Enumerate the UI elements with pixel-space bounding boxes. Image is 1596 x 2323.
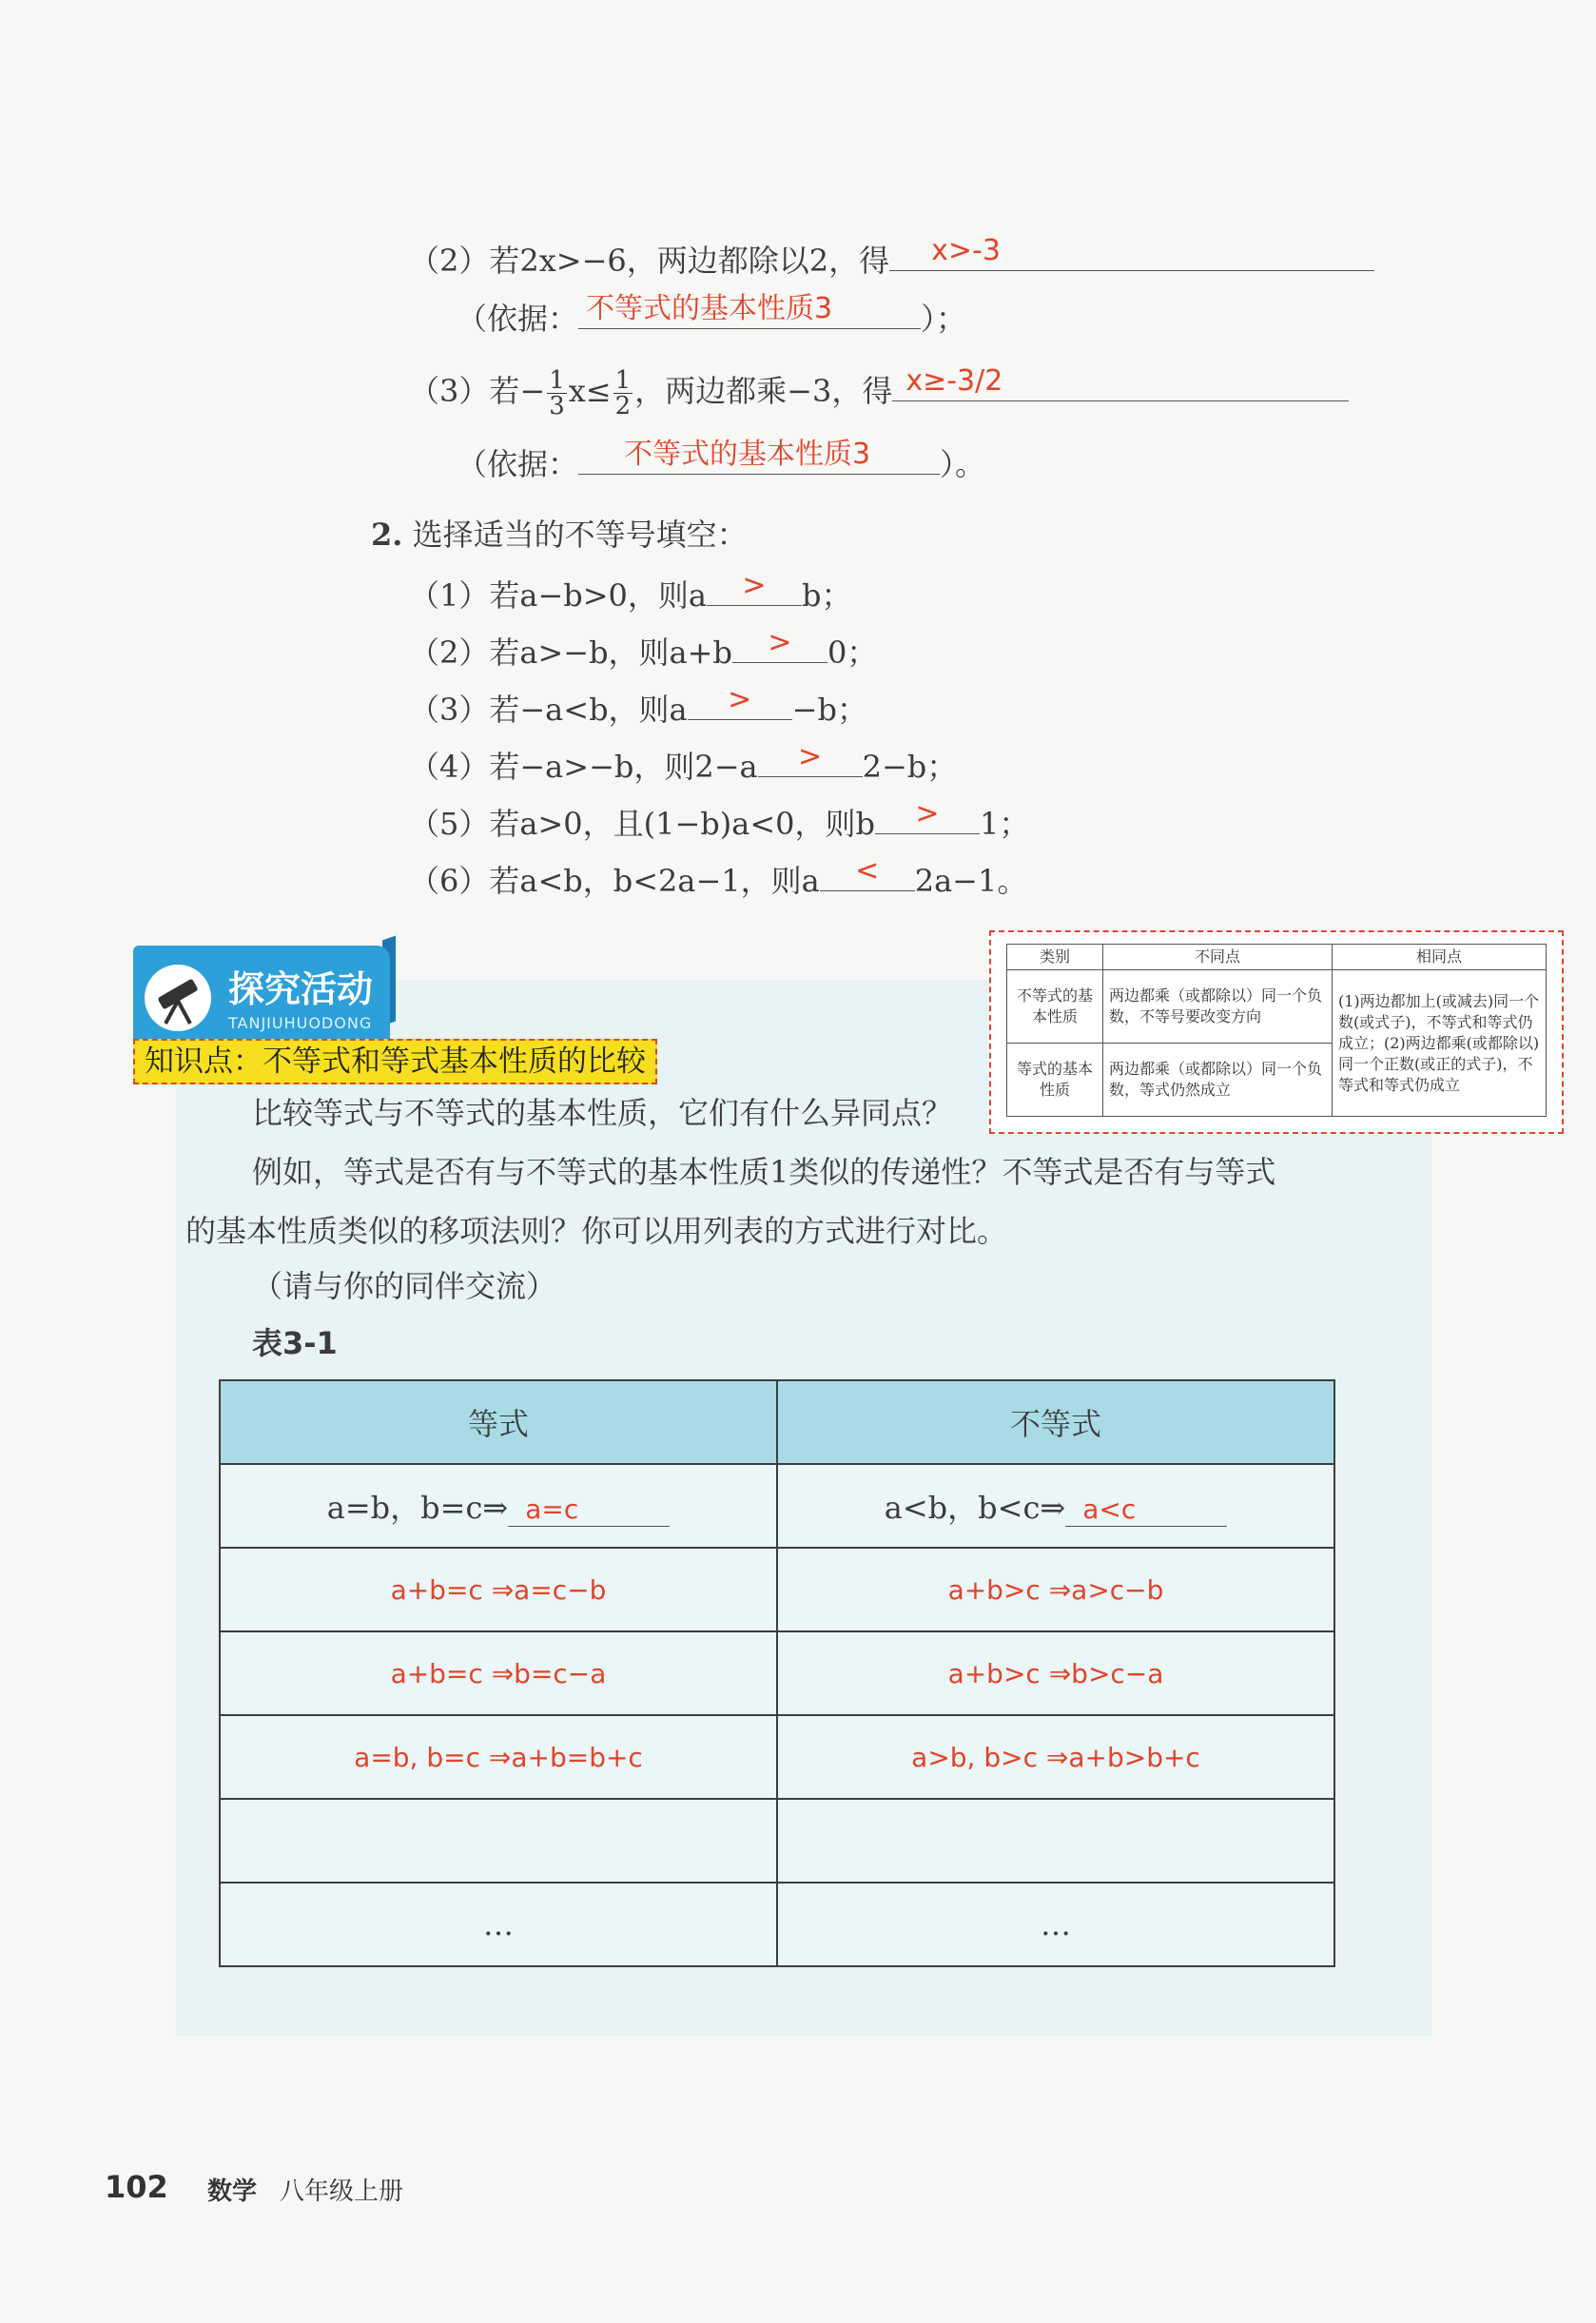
table-cell[interactable]: a=b, b=c ⇒a+b=b+c: [220, 1715, 777, 1799]
knowledge-point-label: 知识点：不等式和等式基本性质的比较: [133, 1039, 657, 1084]
note-category: 等式的基本性质: [1007, 1044, 1103, 1117]
answer-blank[interactable]: 不等式的基本性质3: [578, 294, 921, 329]
page-number: 102: [105, 2169, 168, 2205]
table-header-equation: 等式: [220, 1380, 777, 1464]
note-header: 类别: [1007, 945, 1103, 970]
answer-blank[interactable]: a<c: [1065, 1490, 1227, 1527]
table-cell: a=b，b=c⇒ a=c: [220, 1464, 777, 1548]
note-difference: 两边都乘（或都除以）同一个负数，等式仍然成立: [1103, 1044, 1333, 1117]
fraction: $\frac{1}{3}$: [549, 366, 565, 420]
badge-title: 探究活动: [228, 968, 374, 1010]
table-row: [220, 1548, 1334, 1631]
activity-para-1: 比较等式与不等式的基本性质，它们有什么异同点？: [252, 1095, 953, 1131]
q2-item: （2）若a>−b，则a+b > 0；: [409, 626, 878, 671]
q1-item-3-basis: （依据： 不等式的基本性质3 ）。: [457, 438, 986, 482]
answer-blank[interactable]: x>-3: [889, 236, 1374, 271]
grade-label: 八年级上册: [280, 2177, 404, 2206]
table-caption: 表3-1: [252, 1325, 338, 1361]
table-header-inequality: 不等式: [777, 1380, 1334, 1464]
activity-para-3: （请与你的同伴交流）: [252, 1268, 557, 1304]
q1-item-2: （2）若2x>−6，两边都除以2，得 x>-3: [409, 236, 1374, 280]
table-cell: …: [777, 1883, 1334, 1966]
telescope-icon: [145, 965, 211, 1031]
q1-item-3: （3）若− $\frac{1}{3}$ x≤ $\frac{1}{2}$ ，两边都乘−3，得 x≥-3/2: [409, 366, 1349, 419]
activity-para-2b: 的基本性质类似的移项法则？你可以用列表的方式进行对比。: [185, 1213, 1008, 1249]
subject-label: 数学: [207, 2177, 258, 2206]
q2-item: （5）若a>0，且(1−b)a<0，则b > 1；: [409, 797, 1030, 842]
fraction: $\frac{1}{2}$: [614, 366, 632, 420]
note-difference: 两边都乘（或都除以）同一个负数，不等号要改变方向: [1103, 970, 1333, 1044]
q2-title: 2. 选择适当的不等号填空：: [371, 517, 748, 553]
answer-blank[interactable]: >: [758, 742, 863, 777]
activity-badge: [133, 938, 399, 1043]
answer-blank[interactable]: >: [688, 685, 792, 720]
q2-item: （3）若−a<b，则a > −b；: [409, 683, 867, 728]
note-header: 相同点: [1333, 945, 1547, 970]
table-cell: …: [220, 1883, 777, 1966]
table-row: [220, 1883, 1334, 1966]
table-cell[interactable]: a+b=c ⇒b=c−a: [220, 1631, 777, 1715]
answer-blank[interactable]: <: [820, 856, 915, 891]
badge-body: [133, 946, 390, 1041]
q2-item: （4）若−a>−b，则2−a > 2−b；: [409, 740, 958, 785]
q2-item: （6）若a<b，b<2a−1，则a < 2a−1。: [409, 854, 1028, 899]
table-row: [220, 1715, 1334, 1799]
table-cell[interactable]: [777, 1799, 1334, 1883]
note-card: [989, 930, 1564, 1134]
table-cell[interactable]: a+b>c ⇒b>c−a: [777, 1631, 1334, 1715]
comparison-table: [219, 1379, 1335, 1967]
badge-subtitle: TANJIUHUODONG: [228, 1014, 373, 1032]
table-cell[interactable]: a+b>c ⇒a>c−b: [777, 1548, 1334, 1631]
note-table: [1006, 944, 1547, 1117]
table-row: [220, 1464, 1334, 1548]
note-header: 不同点: [1103, 945, 1333, 970]
note-category: 不等式的基本性质: [1007, 970, 1103, 1044]
table-cell[interactable]: a+b=c ⇒a=c−b: [220, 1548, 777, 1631]
answer-blank[interactable]: 不等式的基本性质3: [578, 439, 940, 475]
answer-blank[interactable]: >: [875, 799, 980, 834]
answer-blank[interactable]: >: [707, 571, 802, 606]
answer-blank[interactable]: >: [732, 628, 827, 663]
answer-blank[interactable]: a=c: [508, 1490, 670, 1527]
q1-item-2-basis: （依据： 不等式的基本性质3 ）；: [457, 292, 967, 337]
table-cell[interactable]: a>b, b>c ⇒a+b>b+c: [777, 1715, 1334, 1799]
activity-para-2a: 例如，等式是否有与不等式的基本性质1类似的传递性？不等式是否有与等式: [252, 1154, 1276, 1190]
table-row: [220, 1631, 1334, 1715]
note-common: (1)两边都加上(或减去)同一个数(或式子)，不等式和等式仍成立；(2)两边都乘(或都除以)同一个正数(或正的式子)，不等式和等式仍成立: [1333, 970, 1547, 1117]
answer-blank[interactable]: x≥-3/2: [892, 366, 1349, 401]
q2-item: （1）若a−b>0，则a > b；: [409, 569, 852, 614]
table-cell: a<b，b<c⇒ a<c: [777, 1464, 1334, 1548]
table-row: [220, 1799, 1334, 1883]
table-cell[interactable]: [220, 1799, 777, 1883]
